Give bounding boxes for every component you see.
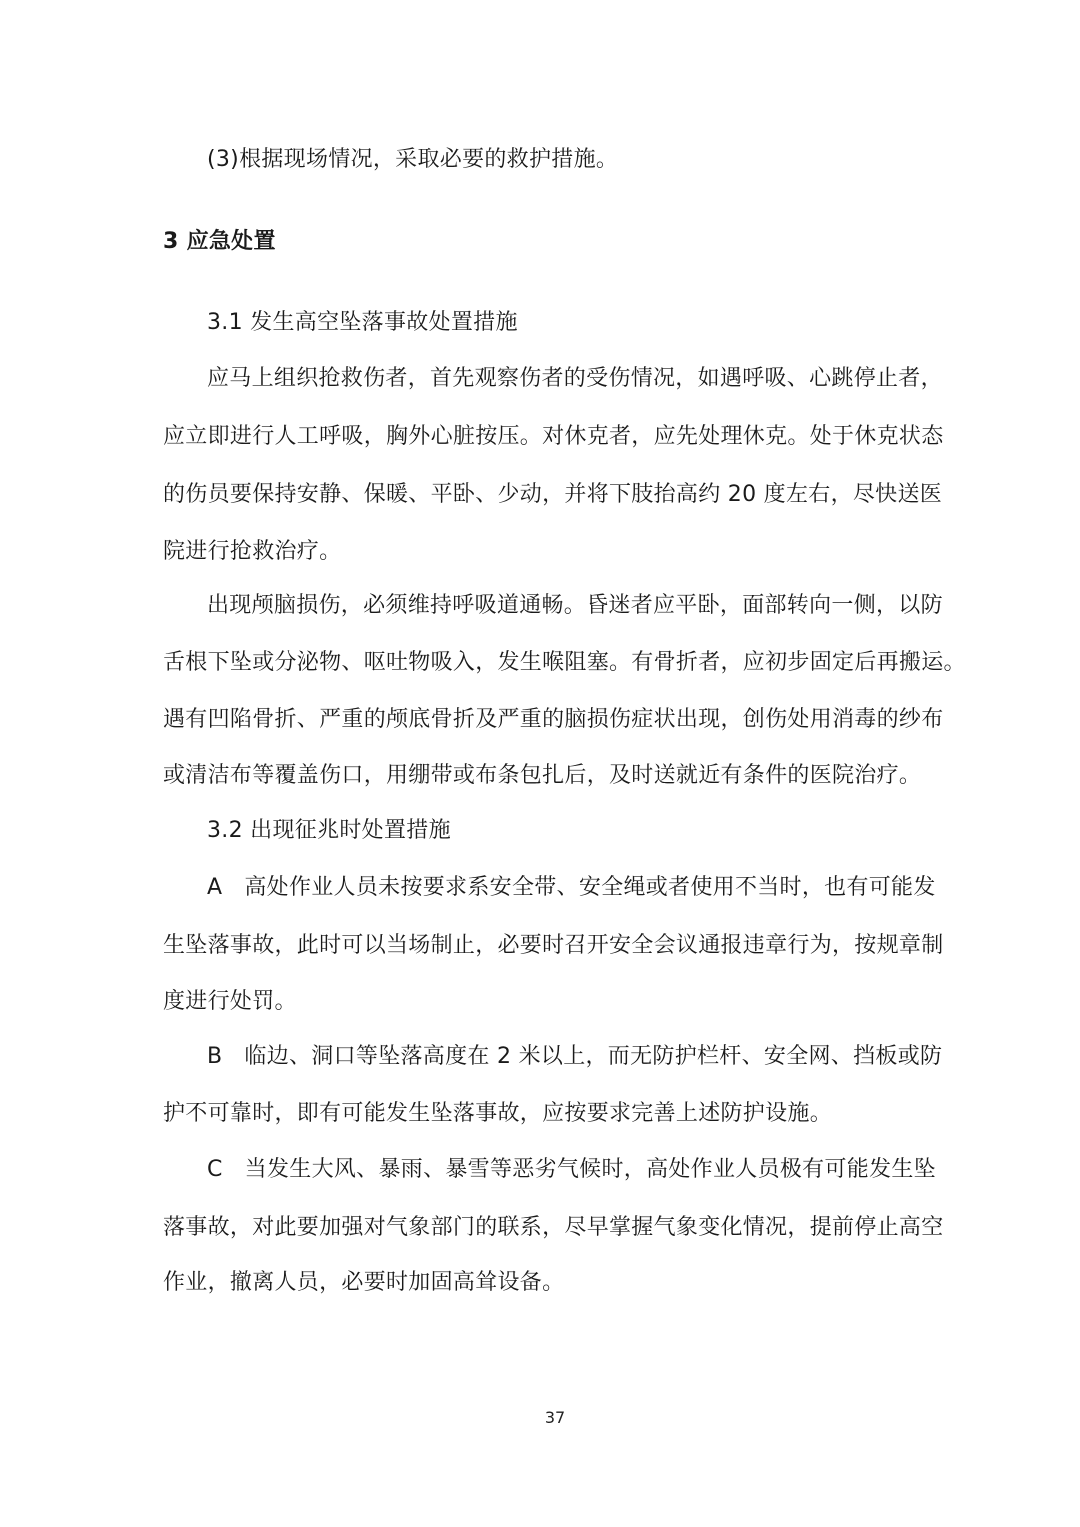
paragraph-line: 度进行处罚。: [163, 989, 297, 1014]
item-c-line: [207, 1155, 936, 1185]
item-c-label: C: [207, 1157, 223, 1182]
item-c-text: 当发生大风、暴雨、暴雪等恶劣气候时，高处作业人员极有可能发生坠: [244, 1157, 936, 1182]
paragraph-line: 或清洁布等覆盖伤口，用绷带或布条包扎后，及时送就近有条件的医院治疗。: [163, 763, 922, 788]
item-a-text: 高处作业人员未按要求系安全带、安全绳或者使用不当时，也有可能发: [244, 875, 936, 900]
paragraph-line: 应马上组织抢救伤者，首先观察伤者的受伤情况，如遇呼吸、心跳停止者，: [207, 366, 943, 391]
section-heading: 3 应急处置: [163, 229, 276, 254]
paragraph-line: 的伤员要保持安静、保暖、平卧、少动，并将下肢抬高约 20 度左右，尽快送医: [163, 482, 943, 507]
item-b-label: B: [207, 1044, 223, 1069]
subsection-3-1-title: 3.1 发生高空坠落事故处置措施: [207, 310, 518, 335]
paragraph-line: 院进行抢救治疗。: [163, 539, 342, 564]
item-b-line: [207, 1042, 943, 1072]
item-a-line: [207, 873, 936, 903]
paragraph-line: 舌根下坠或分泌物、呕吐物吸入，发生喉阻塞。有骨折者，应初步固定后再搬运。: [163, 650, 966, 675]
item-b-text: 临边、洞口等坠落高度在 2 米以上，而无防护栏杆、安全网、挡板或防: [244, 1044, 943, 1069]
paragraph-line: 生坠落事故，此时可以当场制止，必要时召开安全会议通报违章行为，按规章制: [163, 933, 944, 958]
paragraph-line: 出现颅脑损伤，必须维持呼吸道通畅。昏迷者应平卧，面部转向一侧，以防: [207, 593, 943, 618]
subsection-3-2-title: 3.2 出现征兆时处置措施: [207, 818, 451, 843]
intro-item: (3)根据现场情况，采取必要的救护措施。: [207, 147, 619, 172]
paragraph-line: 遇有凹陷骨折、严重的颅底骨折及严重的脑损伤症状出现，创伤处用消毒的纱布: [163, 707, 944, 732]
paragraph-line: 护不可靠时，即有可能发生坠落事故，应按要求完善上述防护设施。: [163, 1101, 833, 1126]
paragraph-line: 落事故，对此要加强对气象部门的联系，尽早掌握气象变化情况，提前停止高空: [163, 1215, 944, 1240]
item-a-label: A: [207, 875, 223, 900]
page-number: 37: [544, 1408, 566, 1427]
paragraph-line: 作业，撤离人员，必要时加固高耸设备。: [163, 1270, 565, 1295]
paragraph-line: 应立即进行人工呼吸，胸外心脏按压。对休克者，应先处理休克。处于休克状态: [163, 424, 944, 449]
